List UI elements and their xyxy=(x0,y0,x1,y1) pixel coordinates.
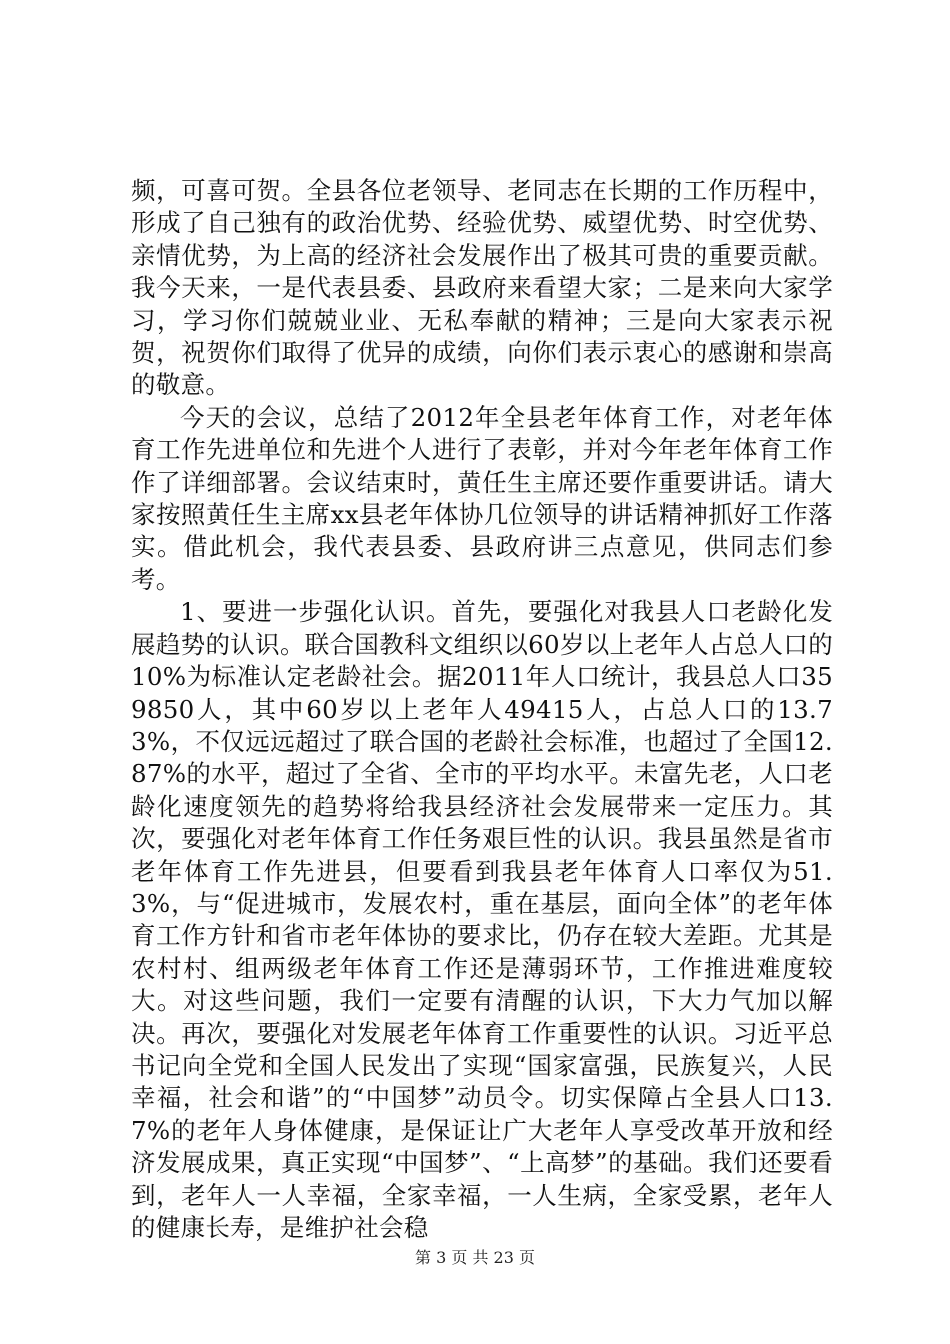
document-body xyxy=(131,175,833,1244)
paragraph-meeting-summary: 今天的会议，总结了2012年全县老年体育工作，对老年体育工作先进单位和先进个人进行了表彰，并对今年老年体育工作作了详细部署。会议结束时，黄任生主席还要作重要讲话。请大家按照黄任生主席xx县老年体协几位领导的讲话精神抓好工作落实。借此机会，我代表县委、县政府讲三点意见，供同志们参考。 xyxy=(131,402,833,594)
paragraph-point-one: 1、要进一步强化认识。首先，要强化对我县人口老龄化发展趋势的认识。联合国教科文组织以60岁以上老年人占总人口的10%为标准认定老龄社会。据2011年人口统计，我县总人口359850人，其中60岁以上老年人49415人，占总人口的13.73%，不仅远远超过了联合国的老龄社会标准，也超过了全国12.87%的水平，超过了全省、全市的平均水平。未富先老，人口老龄化速度领先的趋势将给我县经济社会发展带来一定压力。其次，要强化对老年体育工作任务艰巨性的认识。我县虽然是省市老年体育工作先进县，但要看到我县老年体育人口率仅为51.3%，与“促进城市，发展农村，重在基层，面向全体”的老年体育工作方针和省市老年体协的要求比，仍存在较大差距。尤其是农村村、组两级老年体育工作还是薄弱环节，工作推进难度较大。对这些问题，我们一定要有清醒的认识，下大力气加以解决。再次，要强化对发展老年体育工作重要性的认识。习近平总书记向全党和全国人民发出了实现“国家富强，民族复兴，人民幸福，社会和谐”的“中国梦”动员令。切实保障占全县人口13.7%的老年人身体健康，是保证让广大老年人享受改革开放和经济发展成果，真正实现“中国梦”、“上高梦”的基础。我们还要看到，老年人一人幸福，全家幸福，一人生病，全家受累，老年人的健康长寿，是维护社会稳 xyxy=(131,597,833,1242)
paragraph-continued: 频，可喜可贺。全县各位老领导、老同志在长期的工作历程中，形成了自己独有的政治优势、经验优势、威望优势、时空优势、亲情优势，为上高的经济社会发展作出了极其可贵的重要贡献。我今天来，一是代表县委、县政府来看望大家；二是来向大家学习，学习你们兢兢业业、无私奉献的精神；三是向大家表示祝贺，祝贺你们取得了优异的成绩，向你们表示衷心的感谢和崇高的敬意。 xyxy=(131,176,833,400)
page-footer: 第 3 页 共 23 页 xyxy=(415,1248,535,1267)
